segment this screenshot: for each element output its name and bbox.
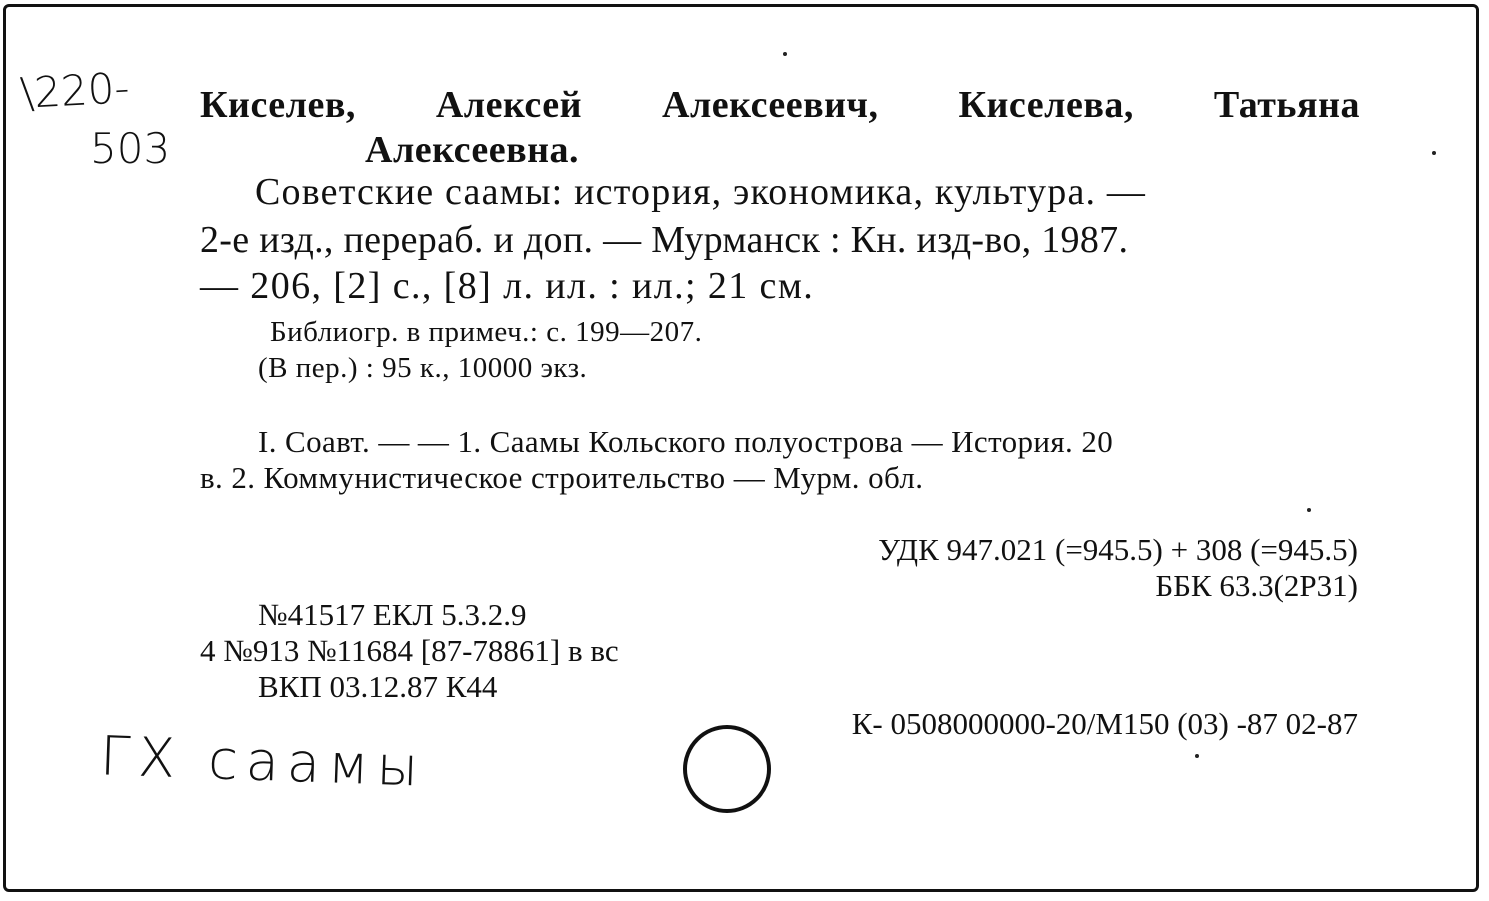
punch-hole-circle [683, 725, 771, 813]
price-note: (В пер.) : 95 к., 10000 экз. [258, 352, 588, 384]
subject-tracing-line-2: в. 2. Коммунистическое строительство — Мурм. обл. [200, 460, 924, 495]
handwritten-subject-note: ГХ саамы [99, 724, 428, 799]
registry-line-1: №41517 ЕКЛ 5.3.2.9 [258, 597, 527, 632]
bbk-code: ББК 63.3(2Р31) [1155, 568, 1358, 603]
author-heading [200, 83, 1360, 127]
author-2-patronymic: Алексеевна. [365, 129, 580, 171]
author-1-name: Алексей [435, 84, 583, 126]
handwritten-call-number-top: \220- [18, 63, 131, 118]
speck [783, 52, 787, 56]
title-line: Советские саамы: история, экономика, культура. — [255, 171, 1147, 213]
collation-line: — 206, [2] с., [8] л. ил. : ил.; 21 см. [200, 265, 815, 307]
bibliography-note: Библиогр. в примеч.: с. 199—207. [270, 316, 703, 348]
speck [1307, 508, 1311, 512]
registry-line-2: 4 №913 №11684 [87-78861] в вс [200, 633, 619, 668]
author-2-surname: Киселева, [958, 84, 1134, 126]
author-1-patronymic: Алексеевич, [662, 84, 879, 126]
subject-tracing-line-1: I. Соавт. — — 1. Саамы Кольского полуострова — История. 20 [258, 424, 1114, 459]
handwritten-call-number-bottom: 503 [90, 124, 171, 173]
author-2-name: Татьяна [1213, 84, 1360, 126]
index-code: К- 0508000000-20/М150 (03) -87 02-87 [851, 706, 1358, 741]
edition-imprint-line: 2-е изд., перераб. и доп. — Мурманск : Кн. изд-во, 1987. [200, 219, 1129, 261]
speck [1195, 754, 1199, 758]
registry-line-3: ВКП 03.12.87 К44 [258, 669, 498, 704]
udk-code: УДК 947.021 (=945.5) + 308 (=945.5) [878, 532, 1358, 567]
speck [1432, 151, 1436, 155]
author-1-surname: Киселев, [200, 84, 356, 126]
